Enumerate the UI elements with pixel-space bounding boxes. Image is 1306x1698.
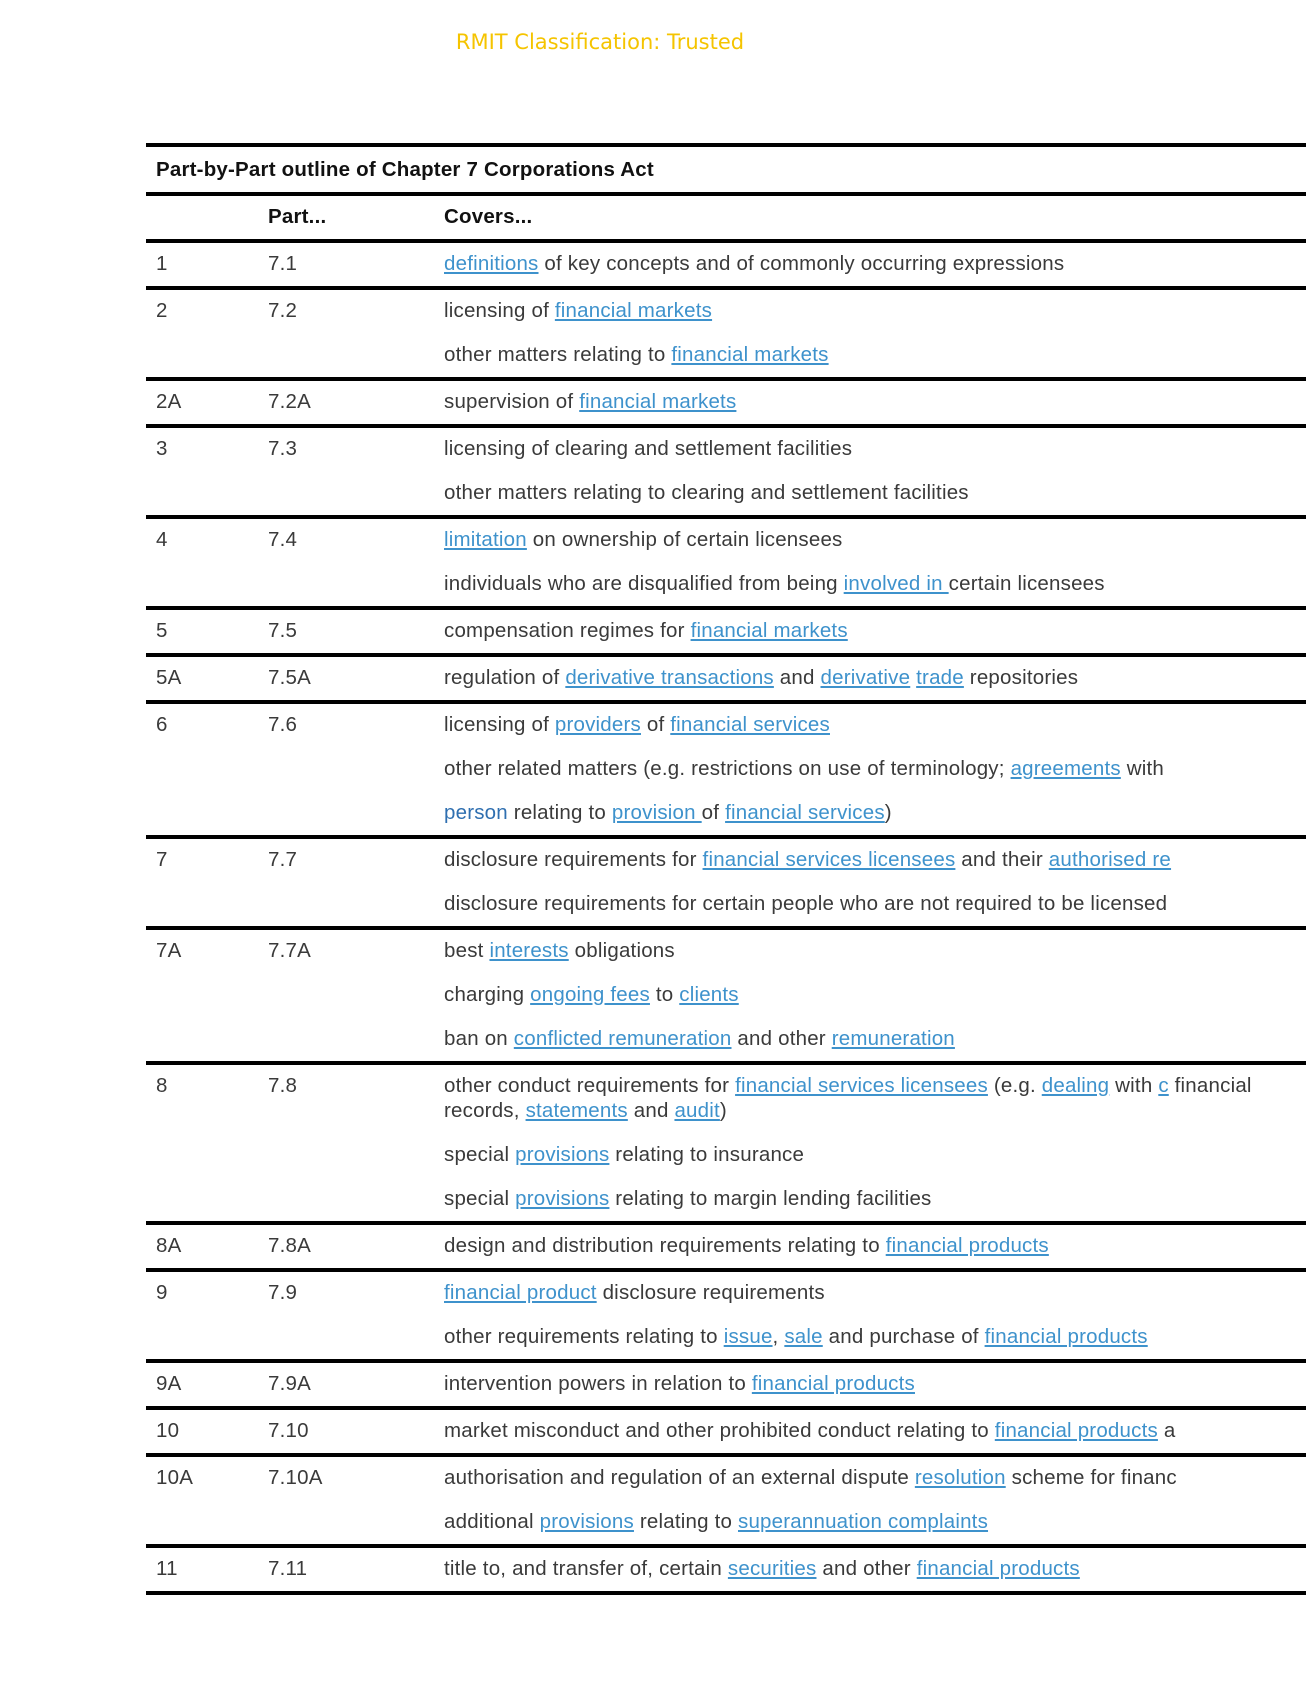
definition-link[interactable]: financial markets xyxy=(579,390,737,413)
row-covers xyxy=(434,1408,1306,1455)
row-covers xyxy=(434,1546,1306,1593)
covers-line xyxy=(444,800,1300,825)
row-number: 6 xyxy=(156,713,168,736)
covers-text: supervision of xyxy=(444,390,580,413)
row-covers xyxy=(434,241,1306,288)
definition-link[interactable]: financial markets xyxy=(690,619,848,642)
covers-line xyxy=(444,938,1300,963)
covers-line xyxy=(444,1026,1300,1051)
row-covers xyxy=(434,426,1306,517)
covers-text: relating to xyxy=(633,1510,738,1533)
row-covers xyxy=(434,379,1306,426)
row-number: 3 xyxy=(156,437,168,460)
definition-link[interactable]: financial services xyxy=(670,713,830,736)
definition-link[interactable]: financial products xyxy=(984,1325,1148,1348)
row-part: 7.4 xyxy=(268,528,298,551)
definition-link[interactable]: securities xyxy=(727,1557,817,1580)
covers-text: special xyxy=(444,1187,516,1210)
row-part: 7.3 xyxy=(268,437,298,460)
covers-text: ) xyxy=(884,801,892,824)
row-number: 4 xyxy=(156,528,168,551)
definition-link[interactable]: financial services licensees xyxy=(702,848,956,871)
definition-link[interactable]: involved in xyxy=(843,572,949,595)
covers-line xyxy=(444,1280,1300,1305)
covers-line xyxy=(444,527,1300,552)
covers-text: person xyxy=(444,801,508,824)
definition-link[interactable]: financial markets xyxy=(554,299,713,322)
definition-link[interactable]: provision xyxy=(611,801,702,824)
covers-text: , xyxy=(772,1325,785,1348)
covers-line xyxy=(444,665,1300,690)
definition-link[interactable]: dealing xyxy=(1041,1074,1110,1097)
definition-link[interactable]: statements xyxy=(525,1099,628,1122)
covers-text: other related matters (e.g. restrictions on use of terminology; xyxy=(444,757,1011,780)
covers-text: certain licensees xyxy=(948,572,1105,595)
definition-link[interactable]: c xyxy=(1158,1074,1169,1097)
covers-text: obligations xyxy=(568,939,675,962)
covers-text: and other xyxy=(731,1027,832,1050)
definition-link[interactable]: financial services xyxy=(725,801,885,824)
definition-link[interactable]: derivative transactions xyxy=(565,666,774,689)
classification-label: RMIT Classification: Trusted xyxy=(455,30,745,54)
covers-line xyxy=(444,891,1300,916)
covers-line xyxy=(444,1371,1300,1396)
covers-text: charging xyxy=(444,983,531,1006)
row-number: 10A xyxy=(156,1466,194,1489)
row-covers xyxy=(434,837,1306,928)
row-covers xyxy=(434,702,1306,837)
definition-link[interactable]: agreements xyxy=(1010,757,1121,780)
definition-link[interactable]: sale xyxy=(784,1325,823,1348)
row-covers xyxy=(434,1361,1306,1408)
table-row xyxy=(146,1270,1306,1361)
covers-line xyxy=(444,1465,1300,1490)
header-covers: Covers... xyxy=(444,205,533,228)
row-part: 7.5 xyxy=(268,619,298,642)
row-covers xyxy=(434,1455,1306,1546)
covers-text: special xyxy=(444,1143,516,1166)
row-part: 7.2A xyxy=(268,390,311,413)
covers-text: authorisation and regulation of an external dispute xyxy=(444,1466,915,1489)
definition-link[interactable]: financial services licensees xyxy=(735,1074,988,1097)
row-part: 7.10 xyxy=(268,1419,309,1442)
outline-table xyxy=(146,143,1306,1595)
covers-text: of key concepts and of commonly occurring expressions xyxy=(538,252,1065,275)
row-number: 1 xyxy=(156,252,168,275)
row-part: 7.9 xyxy=(268,1281,298,1304)
row-part: 7.9A xyxy=(268,1372,311,1395)
header-part: Part... xyxy=(268,205,327,228)
table-row xyxy=(146,1408,1306,1455)
covers-text: design and distribution requirements relating to xyxy=(444,1234,886,1257)
covers-text: other conduct requirements for xyxy=(444,1074,736,1097)
covers-text: other requirements relating to xyxy=(444,1325,724,1348)
covers-text: title to, and transfer of, certain xyxy=(444,1557,728,1580)
definition-link[interactable]: financial products xyxy=(994,1419,1158,1442)
covers-text: individuals who are disqualified from being xyxy=(444,572,844,595)
table-row xyxy=(146,837,1306,928)
covers-text: market misconduct and other prohibited conduct relating to xyxy=(444,1419,995,1442)
row-part: 7.2 xyxy=(268,299,298,322)
table-title-row xyxy=(146,145,1306,194)
row-covers xyxy=(434,288,1306,379)
covers-text: licensing of clearing and settlement facilities xyxy=(444,437,853,460)
row-covers xyxy=(434,1223,1306,1270)
covers-text: repositories xyxy=(963,666,1079,689)
definition-link[interactable]: issue xyxy=(723,1325,773,1348)
covers-line xyxy=(444,1233,1300,1258)
row-part: 7.10A xyxy=(268,1466,323,1489)
row-part: 7.7A xyxy=(268,939,311,962)
covers-text: to xyxy=(649,983,680,1006)
row-part: 7.8A xyxy=(268,1234,311,1257)
covers-text: ban on xyxy=(444,1027,514,1050)
covers-text: compensation regimes for xyxy=(444,619,691,642)
definition-link[interactable]: provisions xyxy=(515,1143,610,1166)
covers-text: relating to xyxy=(507,801,612,824)
row-number: 7 xyxy=(156,848,168,871)
covers-line xyxy=(444,298,1300,323)
covers-text: on ownership of certain licensees xyxy=(526,528,843,551)
covers-text: of xyxy=(640,713,671,736)
definition-link[interactable]: resolution xyxy=(914,1466,1006,1489)
definition-link[interactable]: financial products xyxy=(751,1372,915,1395)
row-part: 7.11 xyxy=(268,1557,308,1580)
covers-text: and other xyxy=(816,1557,917,1580)
covers-line xyxy=(444,1556,1300,1581)
row-number: 5A xyxy=(156,666,182,689)
covers-text: licensing of xyxy=(444,713,555,736)
row-number: 2 xyxy=(156,299,168,322)
row-covers xyxy=(434,655,1306,702)
table-row xyxy=(146,426,1306,517)
table-row xyxy=(146,241,1306,288)
table-row xyxy=(146,1361,1306,1408)
table-header-row xyxy=(146,194,1306,241)
table-row xyxy=(146,1063,1306,1223)
definition-link[interactable]: trade xyxy=(916,666,964,689)
definition-link[interactable]: conflicted remuneration xyxy=(513,1027,732,1050)
covers-text: of xyxy=(701,801,726,824)
covers-line xyxy=(444,1324,1300,1349)
covers-line xyxy=(444,982,1300,1007)
definition-link[interactable]: definitions xyxy=(444,252,539,275)
covers-text: with xyxy=(1120,757,1164,780)
row-number: 11 xyxy=(156,1557,178,1580)
definition-link[interactable]: derivative xyxy=(820,666,911,689)
table-row xyxy=(146,655,1306,702)
table-row xyxy=(146,702,1306,837)
covers-line xyxy=(444,480,1300,505)
covers-text: disclosure requirements for xyxy=(444,848,703,871)
row-part: 7.1 xyxy=(268,252,298,275)
covers-line xyxy=(444,1509,1300,1534)
covers-line xyxy=(444,342,1300,367)
row-number: 8A xyxy=(156,1234,182,1257)
row-number: 10 xyxy=(156,1419,180,1442)
covers-line xyxy=(444,712,1300,737)
covers-text: disclosure requirements for certain people who are not required to be licensed xyxy=(444,892,1168,915)
row-covers xyxy=(434,608,1306,655)
covers-line xyxy=(444,436,1300,461)
definition-link[interactable]: limitation xyxy=(444,528,527,551)
covers-text: with xyxy=(1109,1074,1159,1097)
table-row xyxy=(146,1546,1306,1593)
definition-link[interactable]: audit xyxy=(674,1099,720,1122)
covers-line xyxy=(444,1142,1300,1167)
row-part: 7.6 xyxy=(268,713,298,736)
row-number: 2A xyxy=(156,390,182,413)
row-number: 8 xyxy=(156,1074,168,1097)
covers-line xyxy=(444,1186,1300,1211)
row-part: 7.7 xyxy=(268,848,298,871)
row-number: 9 xyxy=(156,1281,168,1304)
definition-link[interactable]: financial products xyxy=(916,1557,1080,1580)
covers-line xyxy=(444,251,1300,276)
covers-line xyxy=(444,571,1300,596)
definition-link[interactable]: authorised re xyxy=(1048,848,1172,871)
definition-link[interactable]: provisions xyxy=(515,1187,610,1210)
covers-text: (e.g. xyxy=(987,1074,1042,1097)
definition-link[interactable]: financial markets xyxy=(671,343,829,366)
covers-text: relating to margin lending facilities xyxy=(609,1187,932,1210)
covers-line xyxy=(444,756,1300,781)
definition-link[interactable]: superannuation complaints xyxy=(738,1510,989,1533)
covers-text: best xyxy=(444,939,490,962)
row-number: 9A xyxy=(156,1372,182,1395)
definition-link[interactable]: ongoing fees xyxy=(530,983,650,1006)
covers-text: regulation of xyxy=(444,666,566,689)
table-row xyxy=(146,288,1306,379)
table-row xyxy=(146,928,1306,1063)
row-part: 7.5A xyxy=(268,666,311,689)
table-row xyxy=(146,379,1306,426)
table-row xyxy=(146,1455,1306,1546)
covers-text: other matters relating to xyxy=(444,343,672,366)
row-covers xyxy=(434,517,1306,608)
row-number: 7A xyxy=(156,939,182,962)
table-row xyxy=(146,1223,1306,1270)
definition-link[interactable]: providers xyxy=(554,713,641,736)
row-covers xyxy=(434,928,1306,1063)
covers-text: licensing of xyxy=(444,299,555,322)
covers-line xyxy=(444,389,1300,414)
outline-table-container xyxy=(146,143,1252,1595)
covers-text: a xyxy=(1157,1419,1176,1442)
row-part: 7.8 xyxy=(268,1074,298,1097)
covers-line xyxy=(444,1418,1300,1443)
definition-link[interactable]: financial products xyxy=(885,1234,1049,1257)
row-covers xyxy=(434,1063,1306,1223)
covers-text: financial records, xyxy=(444,1074,1252,1122)
definition-link[interactable]: clients xyxy=(679,983,739,1006)
definition-link[interactable]: interests xyxy=(489,939,569,962)
definition-link[interactable]: remuneration xyxy=(831,1027,955,1050)
covers-text: additional xyxy=(444,1510,540,1533)
covers-text: scheme for financ xyxy=(1005,1466,1177,1489)
covers-text: and xyxy=(773,666,821,689)
covers-line xyxy=(444,618,1300,643)
covers-line xyxy=(444,847,1300,872)
row-covers xyxy=(434,1270,1306,1361)
definition-link[interactable]: provisions xyxy=(539,1510,634,1533)
covers-text: intervention powers in relation to xyxy=(444,1372,752,1395)
covers-text: and xyxy=(627,1099,675,1122)
covers-text: and their xyxy=(955,848,1049,871)
header-number xyxy=(146,194,258,241)
row-number: 5 xyxy=(156,619,168,642)
covers-text: relating to insurance xyxy=(609,1143,805,1166)
covers-text: other matters relating to clearing and settlement facilities xyxy=(444,481,969,504)
table-row xyxy=(146,517,1306,608)
table-row xyxy=(146,608,1306,655)
definition-link[interactable]: financial product xyxy=(444,1281,597,1304)
covers-text: ) xyxy=(719,1099,727,1122)
covers-line xyxy=(444,1073,1300,1123)
covers-text: disclosure requirements xyxy=(596,1281,825,1304)
table-title: Part-by-Part outline of Chapter 7 Corporations Act xyxy=(156,158,654,181)
covers-text: and purchase of xyxy=(822,1325,985,1348)
